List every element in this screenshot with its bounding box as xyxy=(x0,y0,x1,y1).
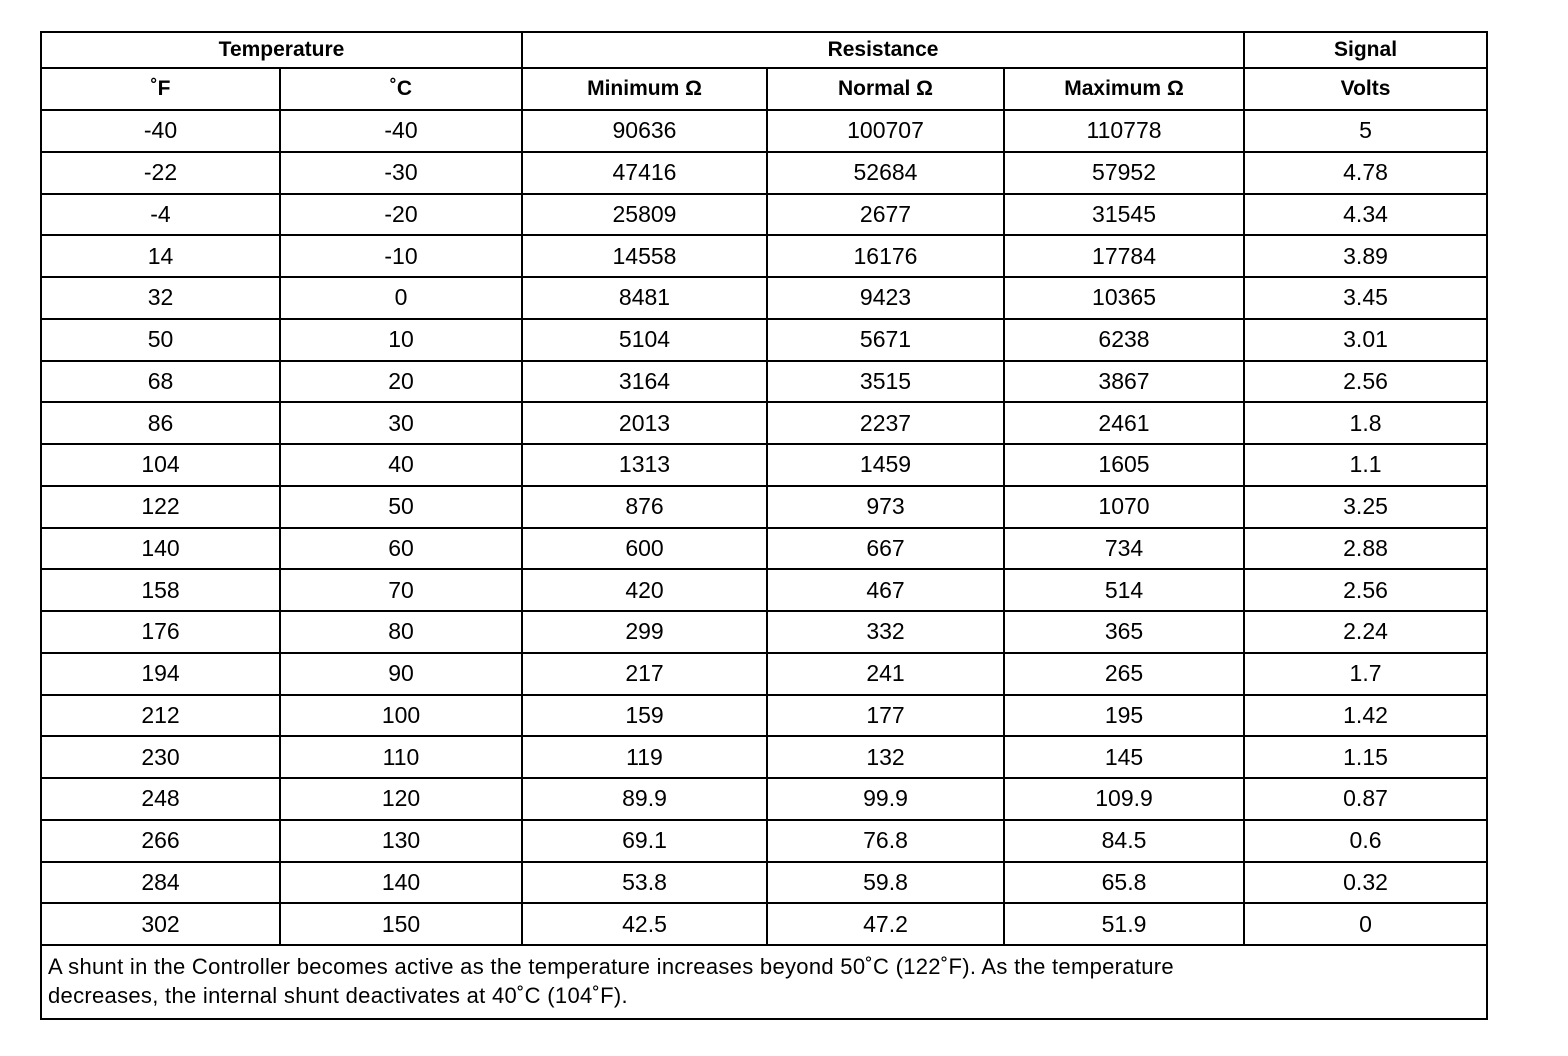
minimum-ohm-cell: 90636 xyxy=(522,110,767,152)
maximum-ohm-cell: 514 xyxy=(1004,569,1244,611)
fahrenheit-cell: 50 xyxy=(41,319,280,361)
resistance-header: Resistance xyxy=(522,32,1244,68)
celsius-cell: 100 xyxy=(280,695,522,737)
celsius-header: ˚C xyxy=(280,68,522,110)
signal-header: Signal xyxy=(1244,32,1487,68)
volts-cell: 2.56 xyxy=(1244,569,1487,611)
normal-ohm-cell: 132 xyxy=(767,736,1004,778)
table-body xyxy=(41,110,1487,945)
fahrenheit-cell: -40 xyxy=(41,110,280,152)
celsius-cell: 140 xyxy=(280,862,522,904)
fahrenheit-cell: 14 xyxy=(41,235,280,277)
fahrenheit-cell: 158 xyxy=(41,569,280,611)
sensor-resistance-table-sheet xyxy=(40,31,1486,1020)
volts-cell: 1.8 xyxy=(1244,402,1487,444)
celsius-cell: 120 xyxy=(280,778,522,820)
maximum-ohm-cell: 1070 xyxy=(1004,486,1244,528)
table-row xyxy=(41,110,1487,152)
minimum-ohm-header: Minimum Ω xyxy=(522,68,767,110)
normal-ohm-cell: 47.2 xyxy=(767,903,1004,945)
table-row xyxy=(41,402,1487,444)
celsius-cell: -10 xyxy=(280,235,522,277)
normal-ohm-cell: 100707 xyxy=(767,110,1004,152)
volts-cell: 2.56 xyxy=(1244,361,1487,403)
minimum-ohm-cell: 42.5 xyxy=(522,903,767,945)
fahrenheit-cell: 32 xyxy=(41,277,280,319)
maximum-ohm-cell: 10365 xyxy=(1004,277,1244,319)
header-row-group xyxy=(41,32,1487,68)
table-row xyxy=(41,862,1487,904)
table-row xyxy=(41,319,1487,361)
normal-ohm-cell: 76.8 xyxy=(767,820,1004,862)
normal-ohm-cell: 9423 xyxy=(767,277,1004,319)
maximum-ohm-cell: 84.5 xyxy=(1004,820,1244,862)
fahrenheit-cell: 86 xyxy=(41,402,280,444)
table-row xyxy=(41,444,1487,486)
fahrenheit-cell: 212 xyxy=(41,695,280,737)
celsius-cell: 110 xyxy=(280,736,522,778)
normal-ohm-cell: 52684 xyxy=(767,152,1004,194)
maximum-ohm-cell: 265 xyxy=(1004,653,1244,695)
maximum-ohm-cell: 31545 xyxy=(1004,194,1244,236)
header-row-units xyxy=(41,68,1487,110)
minimum-ohm-cell: 25809 xyxy=(522,194,767,236)
normal-ohm-cell: 332 xyxy=(767,611,1004,653)
celsius-cell: -40 xyxy=(280,110,522,152)
maximum-ohm-cell: 51.9 xyxy=(1004,903,1244,945)
minimum-ohm-cell: 2013 xyxy=(522,402,767,444)
celsius-cell: 50 xyxy=(280,486,522,528)
volts-cell: 0.6 xyxy=(1244,820,1487,862)
maximum-ohm-cell: 734 xyxy=(1004,528,1244,570)
maximum-ohm-cell: 3867 xyxy=(1004,361,1244,403)
table-row xyxy=(41,820,1487,862)
minimum-ohm-cell: 420 xyxy=(522,569,767,611)
maximum-ohm-cell: 365 xyxy=(1004,611,1244,653)
maximum-ohm-cell: 1605 xyxy=(1004,444,1244,486)
maximum-ohm-header: Maximum Ω xyxy=(1004,68,1244,110)
normal-ohm-cell: 177 xyxy=(767,695,1004,737)
celsius-cell: 40 xyxy=(280,444,522,486)
table-row xyxy=(41,778,1487,820)
maximum-ohm-cell: 109.9 xyxy=(1004,778,1244,820)
normal-ohm-cell: 99.9 xyxy=(767,778,1004,820)
table-row xyxy=(41,361,1487,403)
temperature-resistance-table xyxy=(40,31,1488,1020)
volts-cell: 1.42 xyxy=(1244,695,1487,737)
celsius-cell: -30 xyxy=(280,152,522,194)
celsius-cell: 20 xyxy=(280,361,522,403)
normal-ohm-header: Normal Ω xyxy=(767,68,1004,110)
volts-cell: 2.88 xyxy=(1244,528,1487,570)
minimum-ohm-cell: 69.1 xyxy=(522,820,767,862)
celsius-cell: 80 xyxy=(280,611,522,653)
minimum-ohm-cell: 8481 xyxy=(522,277,767,319)
celsius-cell: 0 xyxy=(280,277,522,319)
fahrenheit-cell: 68 xyxy=(41,361,280,403)
volts-cell: 4.78 xyxy=(1244,152,1487,194)
temperature-header: Temperature xyxy=(41,32,522,68)
volts-cell: 3.45 xyxy=(1244,277,1487,319)
minimum-ohm-cell: 119 xyxy=(522,736,767,778)
volts-cell: 3.25 xyxy=(1244,486,1487,528)
volts-cell: 0.87 xyxy=(1244,778,1487,820)
shunt-note-line-1: A shunt in the Controller becomes active as the temperature increases beyond 50˚C (122˚F). As the temperature xyxy=(48,954,1174,979)
table-row xyxy=(41,152,1487,194)
maximum-ohm-cell: 195 xyxy=(1004,695,1244,737)
normal-ohm-cell: 2677 xyxy=(767,194,1004,236)
normal-ohm-cell: 667 xyxy=(767,528,1004,570)
volts-cell: 0.32 xyxy=(1244,862,1487,904)
normal-ohm-cell: 2237 xyxy=(767,402,1004,444)
normal-ohm-cell: 973 xyxy=(767,486,1004,528)
table-row xyxy=(41,569,1487,611)
fahrenheit-cell: -4 xyxy=(41,194,280,236)
minimum-ohm-cell: 89.9 xyxy=(522,778,767,820)
minimum-ohm-cell: 600 xyxy=(522,528,767,570)
celsius-cell: 150 xyxy=(280,903,522,945)
celsius-cell: 30 xyxy=(280,402,522,444)
fahrenheit-cell: 284 xyxy=(41,862,280,904)
celsius-cell: 130 xyxy=(280,820,522,862)
normal-ohm-cell: 16176 xyxy=(767,235,1004,277)
maximum-ohm-cell: 6238 xyxy=(1004,319,1244,361)
note-row xyxy=(41,945,1487,1019)
volts-cell: 1.1 xyxy=(1244,444,1487,486)
minimum-ohm-cell: 5104 xyxy=(522,319,767,361)
normal-ohm-cell: 467 xyxy=(767,569,1004,611)
normal-ohm-cell: 1459 xyxy=(767,444,1004,486)
maximum-ohm-cell: 2461 xyxy=(1004,402,1244,444)
maximum-ohm-cell: 145 xyxy=(1004,736,1244,778)
minimum-ohm-cell: 159 xyxy=(522,695,767,737)
table-row xyxy=(41,277,1487,319)
fahrenheit-cell: 194 xyxy=(41,653,280,695)
fahrenheit-cell: -22 xyxy=(41,152,280,194)
table-row xyxy=(41,903,1487,945)
fahrenheit-cell: 266 xyxy=(41,820,280,862)
minimum-ohm-cell: 1313 xyxy=(522,444,767,486)
volts-cell: 1.15 xyxy=(1244,736,1487,778)
celsius-cell: 70 xyxy=(280,569,522,611)
volts-cell: 5 xyxy=(1244,110,1487,152)
normal-ohm-cell: 5671 xyxy=(767,319,1004,361)
volts-cell: 1.7 xyxy=(1244,653,1487,695)
fahrenheit-cell: 122 xyxy=(41,486,280,528)
maximum-ohm-cell: 65.8 xyxy=(1004,862,1244,904)
table-row xyxy=(41,528,1487,570)
fahrenheit-cell: 248 xyxy=(41,778,280,820)
volts-cell: 0 xyxy=(1244,903,1487,945)
normal-ohm-cell: 59.8 xyxy=(767,862,1004,904)
table-row xyxy=(41,653,1487,695)
fahrenheit-header: ˚F xyxy=(41,68,280,110)
table-row xyxy=(41,611,1487,653)
celsius-cell: 10 xyxy=(280,319,522,361)
volts-header: Volts xyxy=(1244,68,1487,110)
minimum-ohm-cell: 53.8 xyxy=(522,862,767,904)
fahrenheit-cell: 140 xyxy=(41,528,280,570)
normal-ohm-cell: 241 xyxy=(767,653,1004,695)
volts-cell: 3.89 xyxy=(1244,235,1487,277)
maximum-ohm-cell: 57952 xyxy=(1004,152,1244,194)
table-row xyxy=(41,695,1487,737)
minimum-ohm-cell: 876 xyxy=(522,486,767,528)
table-row xyxy=(41,194,1487,236)
maximum-ohm-cell: 17784 xyxy=(1004,235,1244,277)
volts-cell: 2.24 xyxy=(1244,611,1487,653)
minimum-ohm-cell: 299 xyxy=(522,611,767,653)
minimum-ohm-cell: 217 xyxy=(522,653,767,695)
fahrenheit-cell: 230 xyxy=(41,736,280,778)
table-row xyxy=(41,235,1487,277)
volts-cell: 3.01 xyxy=(1244,319,1487,361)
celsius-cell: -20 xyxy=(280,194,522,236)
shunt-note xyxy=(41,945,1487,1019)
normal-ohm-cell: 3515 xyxy=(767,361,1004,403)
minimum-ohm-cell: 14558 xyxy=(522,235,767,277)
volts-cell: 4.34 xyxy=(1244,194,1487,236)
shunt-note-line-2: decreases, the internal shunt deactivates at 40˚C (104˚F). xyxy=(48,983,628,1008)
celsius-cell: 60 xyxy=(280,528,522,570)
table-row xyxy=(41,736,1487,778)
fahrenheit-cell: 302 xyxy=(41,903,280,945)
maximum-ohm-cell: 110778 xyxy=(1004,110,1244,152)
celsius-cell: 90 xyxy=(280,653,522,695)
fahrenheit-cell: 176 xyxy=(41,611,280,653)
minimum-ohm-cell: 3164 xyxy=(522,361,767,403)
minimum-ohm-cell: 47416 xyxy=(522,152,767,194)
table-row xyxy=(41,486,1487,528)
fahrenheit-cell: 104 xyxy=(41,444,280,486)
